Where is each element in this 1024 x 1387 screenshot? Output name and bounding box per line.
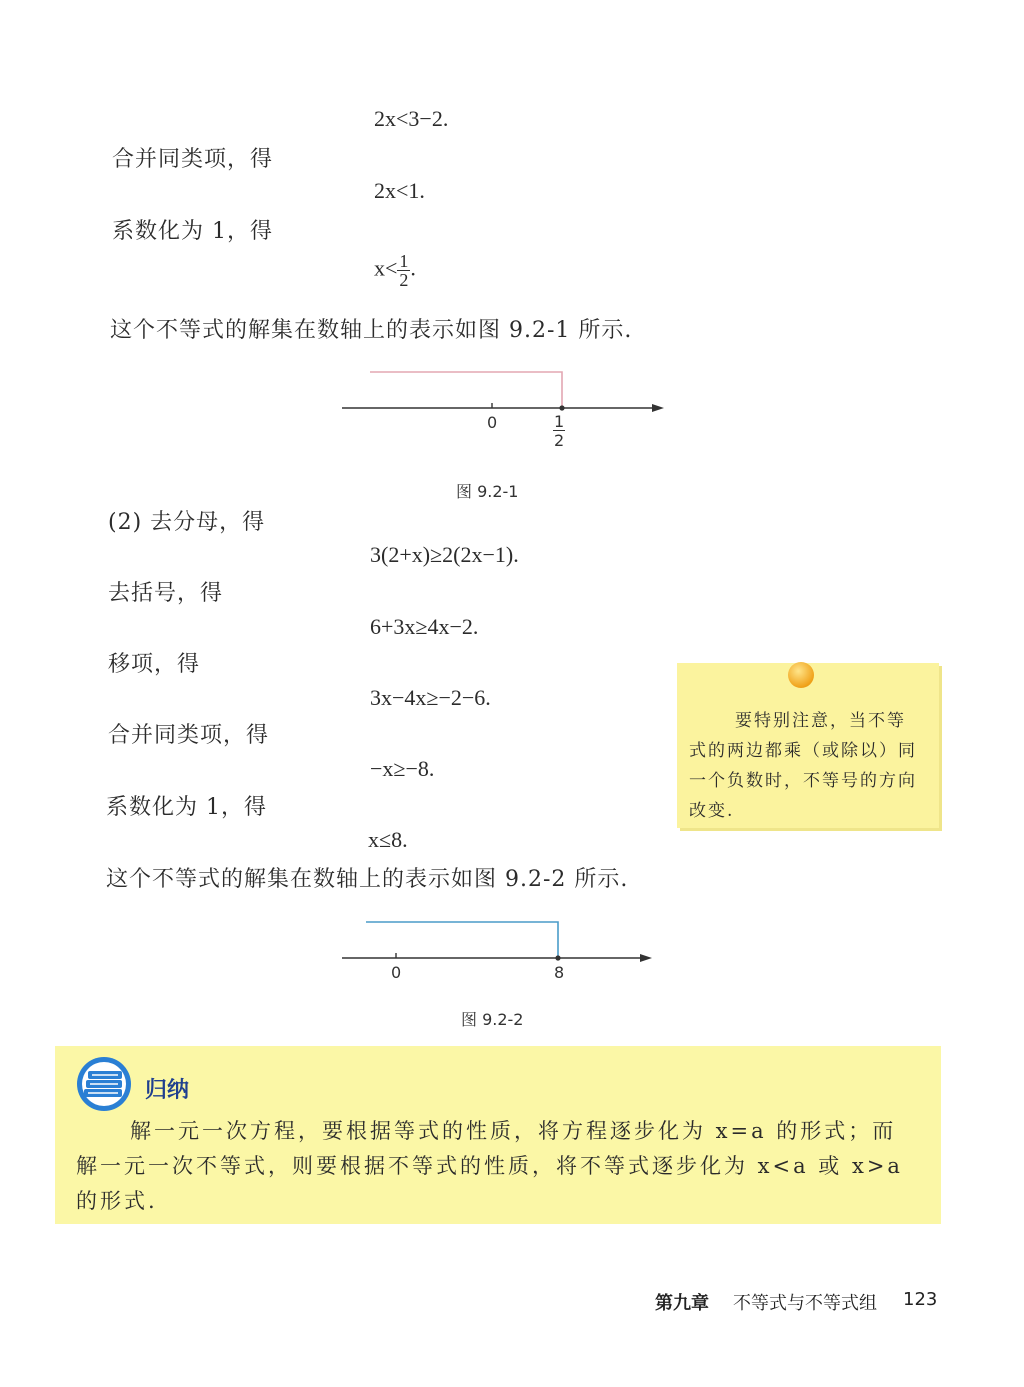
equation-x-lt-half: x< $\frac{1}{2}$ . (374, 251, 416, 290)
number-line-figure-2 (330, 912, 670, 982)
tick-label-zero-1: 0 (487, 413, 498, 432)
solution-region-2 (366, 922, 558, 958)
step-label-coefficient: 系数化为 1，得 (112, 219, 273, 244)
summary-text: 解一元一次方程，要根据等式的性质，将方程逐步化为 x=a 的形式；而解一元一次不等式，则要根据不等式的性质，将不等式逐步化为 x<a 或 x>a的形式. (76, 1119, 903, 1213)
equation-step-1: 3(2+x)≥2(2x−1). (370, 542, 519, 567)
tick-label-zero-2: 0 (391, 963, 402, 982)
tick-label-eight: 8 (554, 963, 565, 982)
equation-step-4: −x≥−8. (370, 756, 435, 781)
step-label-denominator: (2) 去分母，得 (108, 510, 266, 535)
number-line-figure-1 (330, 360, 680, 460)
figure-caption-2: 图 9.2-2 (461, 1010, 524, 1029)
endpoint-dot-2 (555, 955, 560, 960)
tick-label-half: 1 2 (554, 412, 565, 450)
axis-arrow-2 (640, 954, 652, 962)
step-label-move: 移项，得 (108, 652, 201, 677)
axis-arrow-1 (652, 404, 664, 412)
step-label-combine: 合并同类项，得 (112, 147, 274, 172)
page-number: 123 (903, 1289, 938, 1310)
equation-2x-lt-1-step: 2x<3−2. (374, 106, 449, 131)
step-label-combine-2: 合并同类项，得 (108, 723, 270, 748)
endpoint-dot-1 (559, 405, 564, 410)
figure-caption-1: 图 9.2-1 (456, 482, 519, 501)
step-label-brackets: 去括号，得 (108, 581, 224, 606)
pushpin-icon (788, 662, 814, 688)
step-label-coefficient-2: 系数化为 1，得 (106, 795, 267, 820)
equation-step-5: x≤8. (368, 827, 408, 852)
equation-step-3: 3x−4x≥−2−6. (370, 685, 491, 710)
equation-2x-lt-1: 2x<1. (374, 178, 425, 203)
footer-chapter: 第九章 (655, 1293, 709, 1314)
book-stack-icon (74, 1056, 136, 1112)
solution-region-1 (370, 372, 562, 408)
conclusion-text-2: 这个不等式的解集在数轴上的表示如图 9.2-2 所示. (106, 867, 629, 892)
footer-chapter-title: 不等式与不等式组 (733, 1293, 877, 1314)
conclusion-text-1: 这个不等式的解集在数轴上的表示如图 9.2-1 所示. (110, 318, 633, 343)
summary-title: 归纳 (145, 1078, 190, 1103)
equation-step-2: 6+3x≥4x−2. (370, 614, 479, 639)
tip-note-text: 要特别注意，当不等式的两边都乘（或除以）同一个负数时，不等号的方向改变. (689, 711, 917, 821)
